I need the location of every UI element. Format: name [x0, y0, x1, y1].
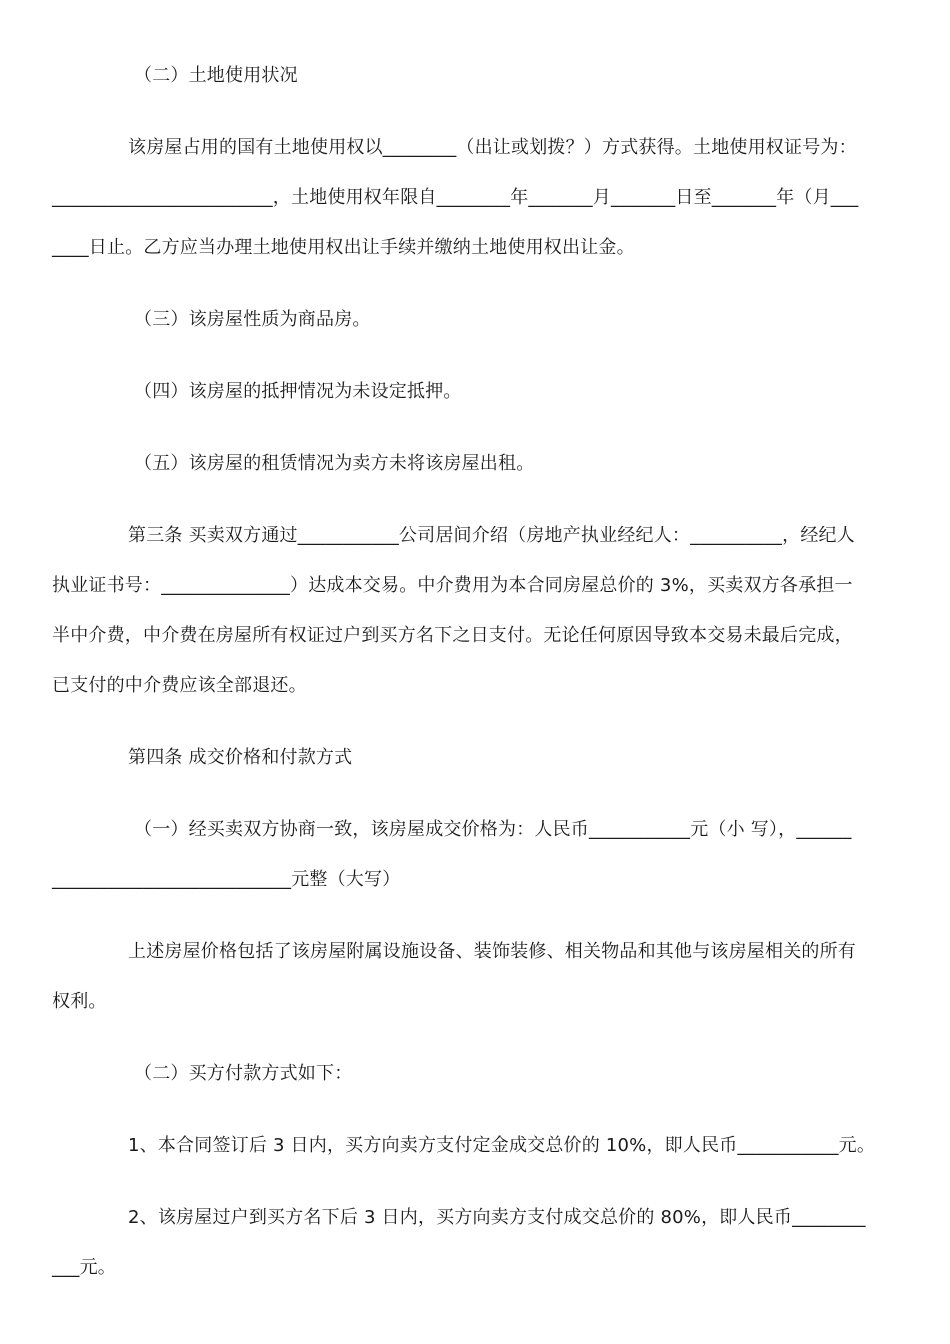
article-4-heading: 第四条 成交价格和付款方式	[128, 747, 353, 768]
price-clause-line-2: __________________________元整（大写）	[52, 869, 401, 890]
heading-land-use: （二）土地使用状况	[134, 65, 298, 86]
article-3-line-3: 半中介费，中介费在房屋所有权证过户到买方名下之日支付。无论任何原因导致本交易未最后完成，	[52, 625, 853, 646]
payment-item-1: 1、本合同签订后 3 日内，买方向卖方支付定金成交总价的 10%，即人民币___________元。	[128, 1135, 876, 1156]
article-3-line-4: 已支付的中介费应该全部退还。	[52, 675, 307, 696]
paragraph-land-use-line-2: ________________________，土地使用权年限自________年_______月_______日至_______年（月___	[52, 187, 859, 208]
payment-item-2-line-2: ___元。	[52, 1257, 116, 1278]
payment-item-2-line-1: 2、该房屋过户到买方名下后 3 日内，买方向卖方支付成交总价的 80%，即人民币________	[128, 1207, 866, 1228]
article-3-line-1: 第三条 买卖双方通过___________公司居间介绍（房地产执业经纪人：__________，经纪人	[128, 525, 855, 546]
payment-method-heading: （二）买方付款方式如下：	[134, 1063, 353, 1084]
price-includes-line-2: 权利。	[52, 991, 107, 1012]
paragraph-land-use-line-1: 该房屋占用的国有土地使用权以________（出让或划拨？）方式获得。土地使用权证号为：	[128, 137, 857, 158]
price-clause-line-1: （一）经买卖双方协商一致，该房屋成交价格为：人民币___________元（小 写），______	[134, 819, 852, 840]
article-3-line-2: 执业证书号：______________）达成本交易。中介费用为本合同房屋总价的 3%，买卖双方各承担一	[52, 575, 853, 596]
price-includes-line-1: 上述房屋价格包括了该房屋附属设施设备、装饰装修、相关物品和其他与该房屋相关的所有	[128, 941, 856, 962]
clause-property-nature: （三）该房屋性质为商品房。	[134, 309, 371, 330]
paragraph-land-use-line-3: ____日止。乙方应当办理土地使用权出让手续并缴纳土地使用权出让金。	[52, 237, 635, 258]
clause-mortgage-status: （四）该房屋的抵押情况为未设定抵押。	[134, 381, 462, 402]
clause-lease-status: （五）该房屋的租赁情况为卖方未将该房屋出租。	[134, 453, 535, 474]
